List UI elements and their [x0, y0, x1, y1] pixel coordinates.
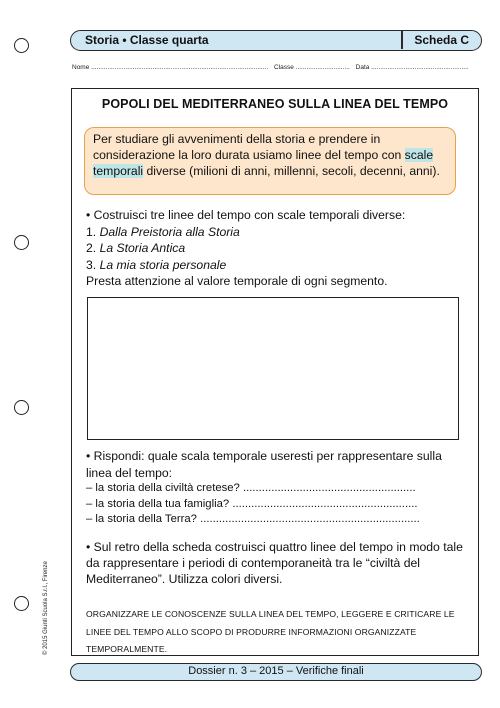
header-bar [70, 30, 482, 51]
task-2-heading: • Rispondi: quale scala temporale useresti per rappresentare sulla linea del tempo: [86, 449, 442, 480]
intro-text-1: Per studiare gli avvenimenti della storia e prendere in considerazione la loro durata usiamo linee del tempo con [93, 132, 405, 162]
date-label: Data [355, 64, 370, 71]
list-item: 1. Dalla Preistoria alla Storia [86, 224, 240, 239]
task-1 [86, 207, 466, 290]
binder-hole-4 [14, 596, 29, 611]
list-item: 2. La Storia Antica [86, 241, 186, 255]
task-1-heading: • Costruisci tre linee del tempo con scale temporali diverse: [86, 208, 406, 222]
task-3: • Sul retro della scheda costruisci quattro linee del tempo in modo tale da rappresentare i periodi di contemporaneità tra le “civiltà del Mediterraneo”. Utilizza colori diversi. [86, 540, 463, 586]
drawing-area[interactable] [87, 297, 459, 440]
name-field[interactable]: .................................................................................................. [91, 64, 269, 71]
student-info-fields [72, 64, 482, 71]
subject-label: Storia • Classe quarta [85, 33, 209, 47]
task-1-note: Presta attenzione al valore temporale di ogni segmento. [86, 274, 388, 288]
header-divider [401, 31, 403, 49]
intro-text-2: diverse (milioni di anni, millenni, secoli, decenni, anni). [143, 164, 440, 178]
sheet-label: Scheda C [414, 33, 469, 47]
intro-highlight: scale temporali [93, 148, 434, 178]
name-label: Nome [72, 64, 90, 71]
date-field[interactable]: ...................................................... [371, 64, 469, 71]
worksheet-title: POPOLI DEL MEDITERRANEO SULLA LINEA DEL TEMPO [101, 97, 449, 111]
intro-box [84, 127, 456, 195]
task-2 [86, 448, 466, 528]
answer-row[interactable]: – la storia della civiltà cretese? ....................................................... [86, 482, 416, 494]
answer-row[interactable]: – la storia della tua famiglia? ........................................................... [86, 497, 418, 510]
binder-hole-1 [14, 38, 29, 53]
learning-objective: ORGANIZZARE LE CONOSCENZE SULLA LINEA DEL TEMPO, LEGGERE E CRITICARE LE LINEE DEL TEMPO ALLO SCOPO DI PRODURRE INFORMAZIONI ORGANIZZATE TEMPORALMENTE. [86, 609, 455, 654]
class-field[interactable]: .............................. [295, 64, 350, 71]
list-item: 3. La mia storia personale [86, 257, 227, 272]
footer-bar: Dossier n. 3 – 2015 – Verifiche finali [70, 663, 482, 681]
binder-hole-2 [14, 235, 29, 250]
binder-hole-3 [14, 400, 29, 415]
answer-row[interactable]: – la storia della Terra? ...................................................................... [86, 513, 420, 525]
class-label: Classe [273, 64, 294, 71]
copyright-notice: © 2015 Giunti Scuola S.r.l., Firenze [43, 561, 49, 655]
